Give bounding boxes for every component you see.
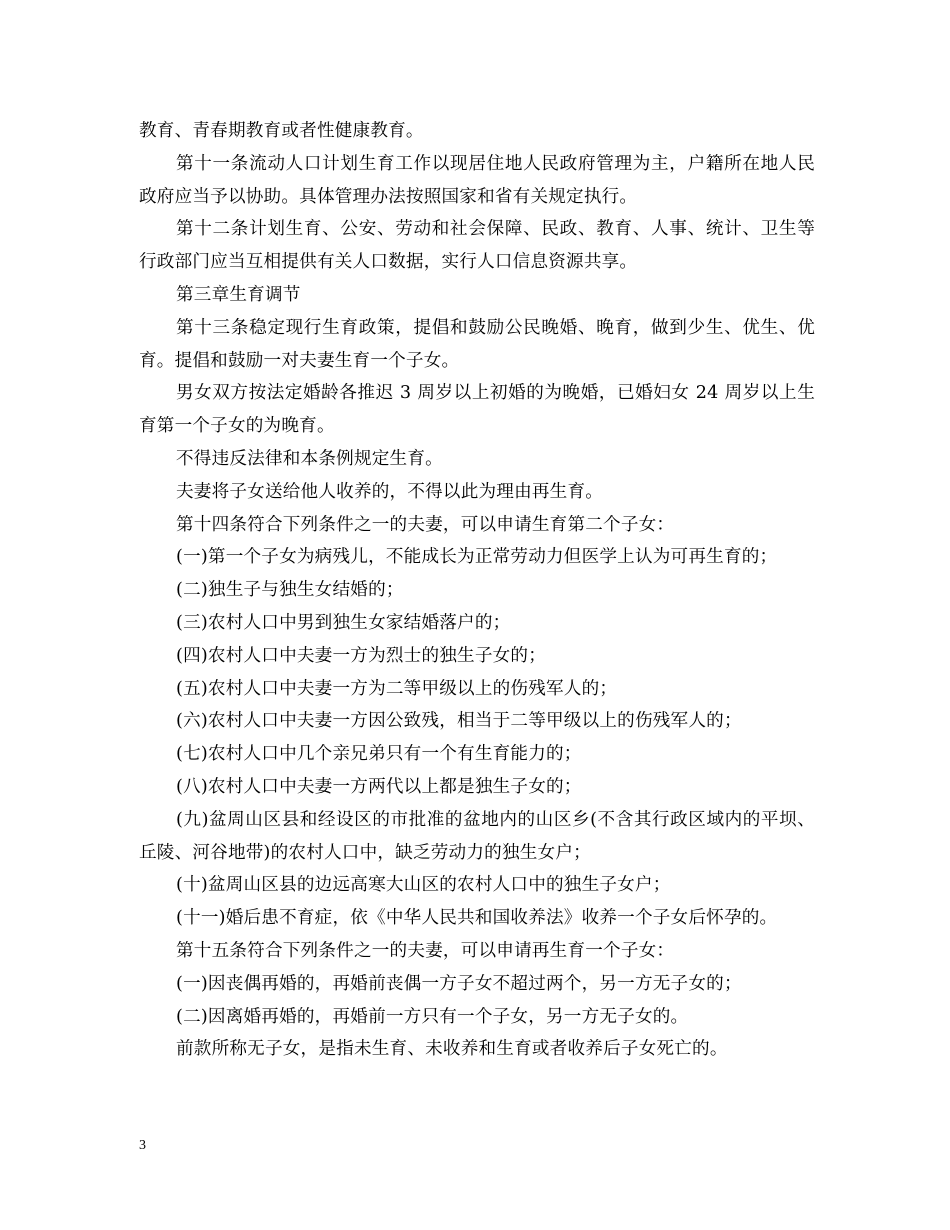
paragraph: (五)农村人口中夫妻一方为二等甲级以上的伤残军人的；	[176, 678, 618, 699]
paragraph: 教育、青春期教育或者性健康教育。	[139, 121, 424, 141]
paragraph: (十)盆周山区县的边远高寒大山区的农村人口中的独生子女户；	[176, 875, 671, 896]
paragraph: (一)因丧偶再婚的，再婚前丧偶一方子女不超过两个，另一方无子女的；	[176, 973, 742, 994]
paragraph: 第十二条计划生育、公安、劳动和社会保障、民政、教育、人事、统计、卫生等行政部门应当互相提供有关人口数据，实行人口信息资源共享。	[139, 219, 815, 273]
page-number: 3	[139, 1138, 146, 1153]
paragraph: 夫妻将子女送给他人收养的，不得以此为理由再生育。	[176, 481, 604, 502]
paragraph: 男女双方按法定婚龄各推迟 3 周岁以上初婚的为晚婚，已婚妇女 24 周岁以上生育第一个子女的为晚育。	[139, 383, 815, 437]
paragraph: (六)农村人口中夫妻一方因公致残，相当于二等甲级以上的伤残军人的；	[176, 711, 742, 732]
paragraph: 第三章生育调节	[176, 284, 301, 305]
paragraph: (九)盆周山区县和经设区的市批准的盆地内的山区乡(不含其行政区域内的平坝、丘陵、河谷地带)的农村人口中，缺乏劳动力的独生女户；	[139, 809, 815, 863]
paragraph: (四)农村人口中夫妻一方为烈士的独生子女的；	[176, 645, 547, 666]
paragraph: (一)第一个子女为病残儿，不能成长为正常劳动力但医学上认为可再生育的；	[176, 547, 778, 568]
paragraph: 第十一条流动人口计划生育工作以现居住地人民政府管理为主，户籍所在地人民政府应当予以协助。具体管理办法按照国家和省有关规定执行。	[139, 153, 815, 207]
paragraph: 第十三条稳定现行生育政策，提倡和鼓励公民晚婚、晚育，做到少生、优生、优育。提倡和鼓励一对夫妻生育一个子女。	[139, 317, 815, 371]
paragraph: (七)农村人口中几个亲兄弟只有一个有生育能力的；	[176, 744, 582, 765]
paragraph: (十一)婚后患不育症，依《中华人民共和国收养法》收养一个子女后怀孕的。	[176, 908, 778, 929]
paragraph: 前款所称无子女，是指未生育、未收养和生育或者收养后子女死亡的。	[176, 1039, 728, 1060]
paragraph: 第十五条符合下列条件之一的夫妻，可以申请再生育一个子女：	[176, 940, 675, 961]
paragraph: (三)农村人口中男到独生女家结婚落户的；	[176, 612, 511, 633]
paragraph: (二)因离婚再婚的，再婚前一方只有一个子女，另一方无子女的。	[176, 1006, 689, 1027]
document-body	[139, 115, 815, 1066]
paragraph: 不得违反法律和本条例规定生育。	[176, 448, 443, 469]
paragraph: (二)独生子与独生女结婚的；	[176, 580, 404, 601]
paragraph: 第十四条符合下列条件之一的夫妻，可以申请生育第二个子女：	[176, 514, 675, 535]
paragraph: (八)农村人口中夫妻一方两代以上都是独生子女的；	[176, 776, 582, 797]
